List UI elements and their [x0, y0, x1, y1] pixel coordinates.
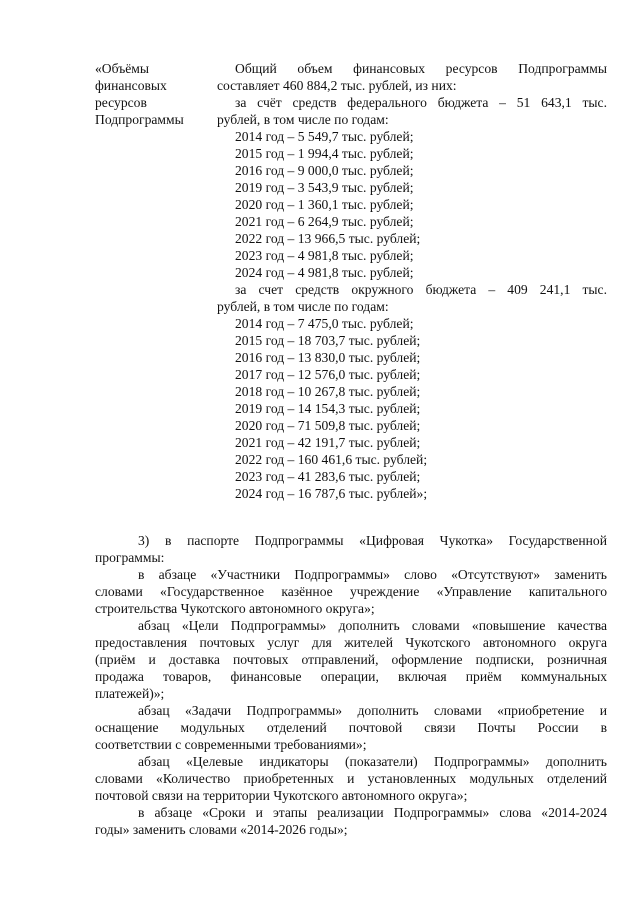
table-value-cell	[217, 60, 607, 502]
federal-year: 2020 год – 1 360,1 тыс. рублей;	[235, 197, 414, 212]
district-year: 2019 год – 14 154,3 тыс. рублей;	[235, 401, 421, 416]
text-line: (приём и доставка почтовых отправлений, оформление подписки, розничная	[95, 652, 607, 667]
district-year: 2020 год – 71 509,8 тыс. рублей;	[235, 418, 421, 433]
paragraph-indicators	[95, 753, 607, 804]
district-year: 2018 год – 10 267,8 тыс. рублей;	[235, 384, 421, 399]
district-year: 2023 год – 41 283,6 тыс. рублей;	[235, 469, 421, 484]
district-year: 2014 год – 7 475,0 тыс. рублей;	[235, 316, 414, 331]
text-line: почтовой связи на территории Чукотского автономного округа»;	[95, 788, 468, 803]
text-line: словами «Количество приобретенных и установленных модульных отделений	[95, 771, 607, 786]
total-line: Общий объем финансовых ресурсов Подпрограммы	[235, 61, 607, 76]
text-line: соответствии с современными требованиями»;	[95, 737, 367, 752]
district-year: 2021 год – 42 191,7 тыс. рублей;	[235, 435, 421, 450]
federal-year: 2016 год – 9 000,0 тыс. рублей;	[235, 163, 414, 178]
district-year: 2015 год – 18 703,7 тыс. рублей;	[235, 333, 421, 348]
text-line: 3) в паспорте Подпрограммы «Цифровая Чукотка» Государственной	[138, 533, 607, 548]
label-line: «Объёмы	[95, 61, 149, 76]
text-line: абзац «Цели Подпрограммы» дополнить словами «повышение качества	[138, 618, 607, 633]
district-year: 2017 год – 12 576,0 тыс. рублей;	[235, 367, 421, 382]
text-line: словами «Государственное казённое учреждение «Управление капитального	[95, 584, 607, 599]
text-line: абзац «Задачи Подпрограммы» дополнить словами «приобретение и	[138, 703, 607, 718]
text-line: в абзаце «Сроки и этапы реализации Подпрограммы» слова «2014-2024	[138, 805, 607, 820]
text-line: строительства Чукотского автономного округа»;	[95, 601, 375, 616]
text-line: программы:	[95, 550, 165, 565]
federal-year: 2021 год – 6 264,9 тыс. рублей;	[235, 214, 414, 229]
text-line: в абзаце «Участники Подпрограммы» слово «Отсутствуют» заменить	[138, 567, 607, 582]
label-line: финансовых	[95, 78, 167, 93]
federal-intro-line: рублей, в том числе по годам:	[217, 112, 389, 127]
district-intro-line: рублей, в том числе по годам:	[217, 299, 389, 314]
paragraph-goals	[95, 617, 607, 702]
federal-year: 2019 год – 3 543,9 тыс. рублей;	[235, 180, 414, 195]
text-line: годы» заменить словами «2014-2026 годы»;	[95, 822, 348, 837]
federal-intro-line: за счёт средств федерального бюджета – 51 643,1 тыс.	[235, 95, 607, 110]
amendment-text	[95, 532, 607, 838]
paragraph-tasks	[95, 702, 607, 753]
text-line: оснащение модульных отделений почтовой связи Почты России в	[95, 720, 607, 735]
label-line: ресурсов	[95, 95, 147, 110]
paragraph-participants	[95, 566, 607, 617]
text-line: платежей)»;	[95, 686, 165, 701]
paragraph-item-3	[95, 532, 607, 566]
district-year: 2016 год – 13 830,0 тыс. рублей;	[235, 350, 421, 365]
federal-year: 2023 год – 4 981,8 тыс. рублей;	[235, 248, 414, 263]
table-label-cell	[95, 60, 213, 128]
federal-year: 2022 год – 13 966,5 тыс. рублей;	[235, 231, 421, 246]
text-line: продажа товаров, финансовые операции, включая приём коммунальных	[95, 669, 607, 684]
federal-year: 2015 год – 1 994,4 тыс. рублей;	[235, 146, 414, 161]
district-year: 2024 год – 16 787,6 тыс. рублей»;	[235, 486, 428, 501]
text-line: абзац «Целевые индикаторы (показатели) Подпрограммы» дополнить	[138, 754, 607, 769]
paragraph-terms	[95, 804, 607, 838]
district-intro-line: за счет средств окружного бюджета – 409 241,1 тыс.	[235, 282, 607, 297]
text-line: предоставления почтовых услуг для жителей Чукотского автономного округа	[95, 635, 607, 650]
label-line: Подпрограммы	[95, 112, 184, 127]
federal-year: 2014 год – 5 549,7 тыс. рублей;	[235, 129, 414, 144]
district-year: 2022 год – 160 461,6 тыс. рублей;	[235, 452, 428, 467]
total-line: составляет 460 884,2 тыс. рублей, из них:	[217, 78, 457, 93]
federal-year: 2024 год – 4 981,8 тыс. рублей;	[235, 265, 414, 280]
